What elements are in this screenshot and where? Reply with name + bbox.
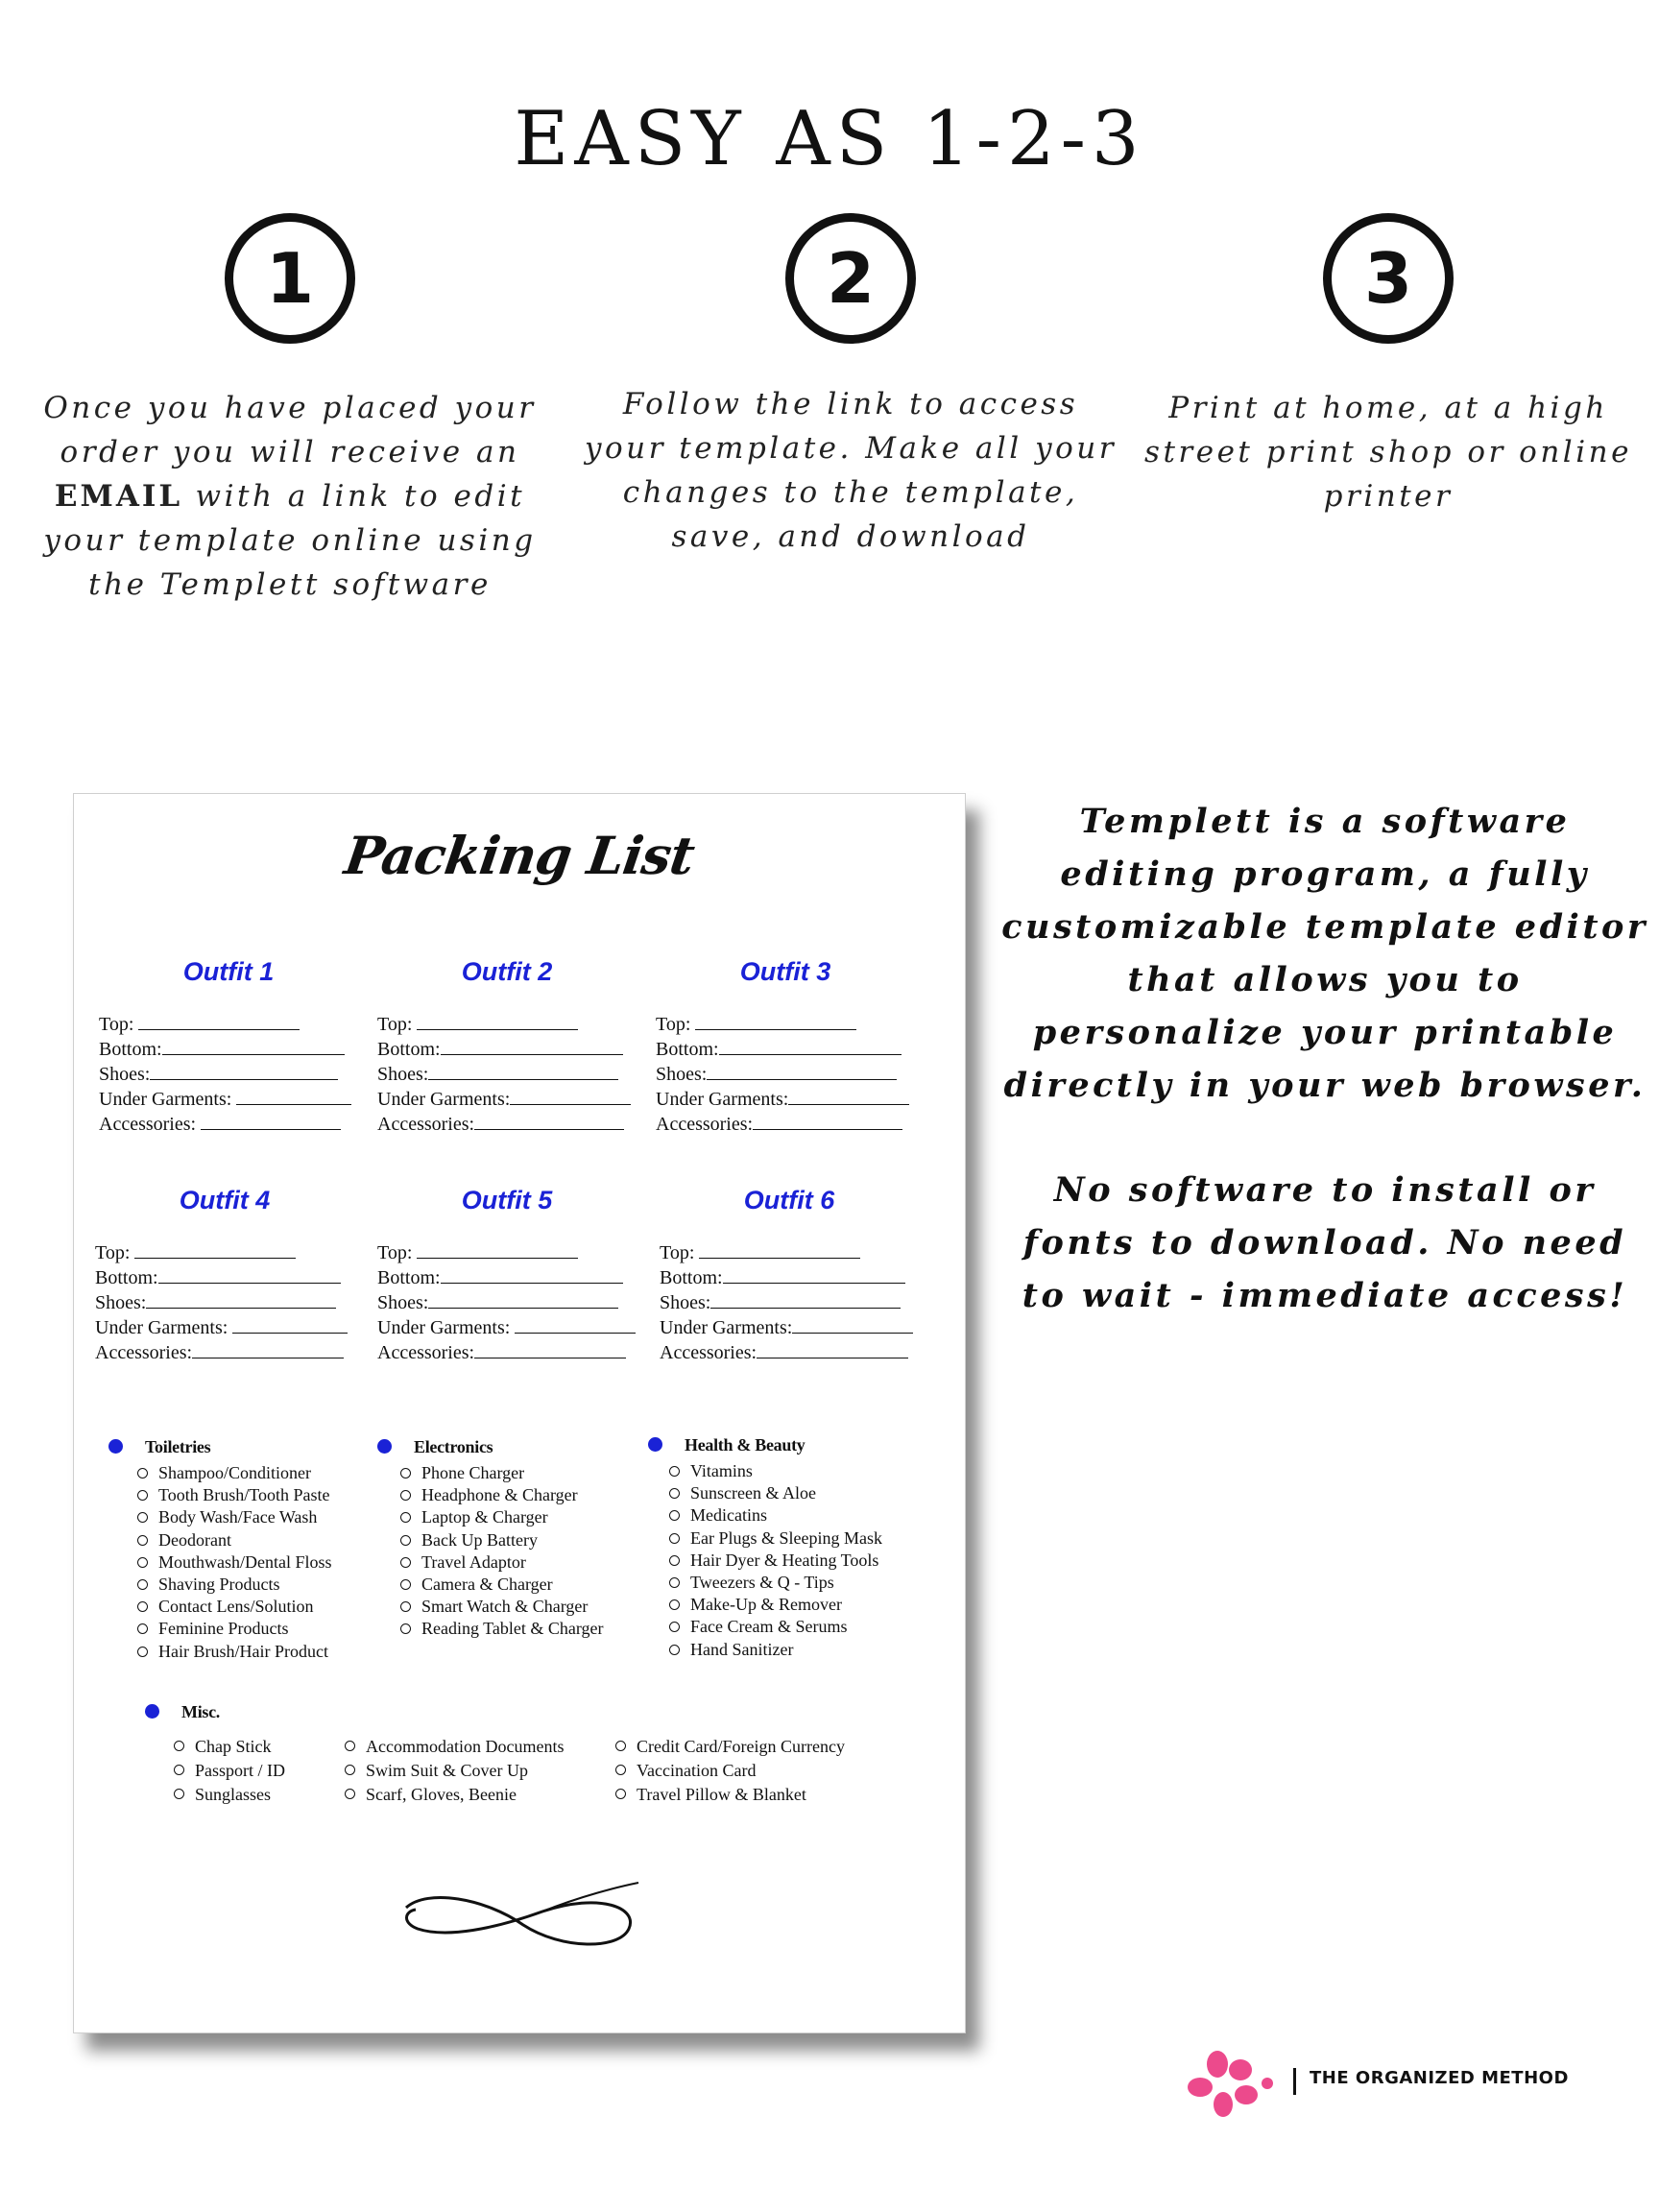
step-1-text: Once you have placed your order you will receive an EMAIL with a link to edit your template online using the Templett software — [43, 391, 537, 602]
blank-line — [428, 1062, 618, 1080]
outfit-field: Bottom: — [95, 1265, 354, 1290]
outfit-4 — [95, 1186, 354, 1365]
email-emphasis: EMAIL — [54, 479, 183, 514]
checklist-item: Reading Tablet & Charger — [400, 1618, 604, 1640]
checklist-item: Ear Plugs & Sleeping Mask — [669, 1527, 882, 1550]
blank-line — [695, 1012, 856, 1030]
checklist-item: Travel Pillow & Blanket — [615, 1783, 845, 1807]
brand-separator — [1293, 2068, 1296, 2095]
blank-line — [232, 1315, 348, 1334]
category-title: Misc. — [181, 1702, 220, 1721]
headline: EASY AS 1-2-3 — [514, 96, 1145, 182]
brand-footer — [1183, 2041, 1586, 2133]
checklist-item: Laptop & Charger — [400, 1506, 604, 1528]
bullet-dot-icon — [145, 1704, 159, 1719]
outfit-field: Accessories: — [377, 1112, 637, 1137]
outfit-title: Outfit 2 — [461, 957, 553, 986]
category-toiletries — [108, 1435, 332, 1663]
checklist-item: Travel Adaptor — [400, 1551, 604, 1574]
brand-name: THE ORGANIZED METHOD — [1310, 2068, 1569, 2088]
promo-paragraph-2: No software to install or fonts to download. No need to wait - immediate access! — [1022, 1170, 1628, 1315]
blank-line — [474, 1340, 626, 1358]
bullet-dot-icon — [648, 1437, 662, 1452]
outfit-title: Outfit 1 — [182, 957, 275, 986]
step-2 — [582, 213, 1119, 559]
outfit-2 — [377, 957, 637, 1137]
outfit-field: Shoes: — [95, 1290, 354, 1315]
checklist-item: Smart Watch & Charger — [400, 1596, 604, 1618]
checklist-item: Phone Charger — [400, 1462, 604, 1484]
outfit-field: Shoes: — [660, 1290, 919, 1315]
blank-line — [510, 1087, 631, 1105]
outfit-field: Under Garments: — [377, 1315, 637, 1340]
checklist-item: Tooth Brush/Tooth Paste — [137, 1484, 332, 1506]
outfit-field: Top: — [377, 1240, 637, 1265]
step-3 — [1119, 213, 1657, 518]
blank-line — [192, 1340, 344, 1358]
checklist-item: Make-Up & Remover — [669, 1594, 882, 1616]
outfit-field: Shoes: — [656, 1062, 915, 1087]
checklist-item: Face Cream & Serums — [669, 1616, 882, 1638]
outfit-title: Outfit 3 — [739, 957, 831, 986]
outfit-field: Accessories: — [99, 1112, 358, 1137]
blank-line — [707, 1062, 897, 1080]
category-misc — [145, 1700, 220, 1723]
step-1-number-icon: 1 — [225, 213, 355, 344]
outfit-field: Under Garments: — [377, 1087, 637, 1112]
outfit-field: Shoes: — [377, 1062, 637, 1087]
outfit-field: Top: — [95, 1240, 354, 1265]
blank-line — [792, 1315, 913, 1334]
checklist-item: Mouthwash/Dental Floss — [137, 1551, 332, 1574]
checklist-item: Hair Dyer & Heating Tools — [669, 1550, 882, 1572]
blank-line — [150, 1062, 338, 1080]
outfit-field: Accessories: — [656, 1112, 915, 1137]
outfit-field: Bottom: — [377, 1265, 637, 1290]
misc-column-1 — [174, 1731, 285, 1807]
outfit-field: Top: — [656, 1012, 915, 1037]
outfit-field: Under Garments: — [99, 1087, 358, 1112]
step-2-text: Follow the link to access your template. Make all your changes to the template, save, and download — [584, 387, 1118, 554]
category-health-beauty — [648, 1433, 882, 1661]
checklist-item: Passport / ID — [174, 1759, 285, 1783]
outfit-field: Bottom: — [99, 1037, 358, 1062]
outfit-1 — [99, 957, 358, 1137]
blank-line — [723, 1265, 905, 1284]
checklist-item: Contact Lens/Solution — [137, 1596, 332, 1618]
blank-line — [753, 1112, 902, 1130]
checklist-item: Medicatins — [669, 1504, 882, 1527]
category-title: Toiletries — [145, 1437, 211, 1456]
flourish-ornament — [398, 1879, 648, 1956]
blank-line — [134, 1240, 296, 1259]
checklist-item: Feminine Products — [137, 1618, 332, 1640]
blank-line — [788, 1087, 909, 1105]
blank-line — [158, 1265, 341, 1284]
outfit-field: Bottom: — [656, 1037, 915, 1062]
misc-column-2 — [345, 1731, 564, 1807]
outfit-title: Outfit 4 — [179, 1186, 271, 1214]
blank-line — [515, 1315, 636, 1334]
bullet-dot-icon — [108, 1439, 123, 1454]
checklist-item: Chap Stick — [174, 1735, 285, 1759]
blank-line — [757, 1340, 908, 1358]
outfit-field: Top: — [377, 1012, 637, 1037]
checklist-item: Vaccination Card — [615, 1759, 845, 1783]
outfit-field: Accessories: — [377, 1340, 637, 1365]
outfit-field: Shoes: — [377, 1290, 637, 1315]
pink-flower-icon — [1183, 2041, 1275, 2133]
step-1 — [21, 213, 559, 607]
checklist-item: Credit Card/Foreign Currency — [615, 1735, 845, 1759]
checklist-item: Tweezers & Q - Tips — [669, 1572, 882, 1594]
blank-line — [417, 1012, 578, 1030]
blank-line — [146, 1290, 336, 1309]
blank-line — [236, 1087, 351, 1105]
blank-line — [201, 1112, 341, 1130]
outfit-field: Accessories: — [660, 1340, 919, 1365]
step-3-number-icon: 3 — [1323, 213, 1454, 344]
blank-line — [162, 1037, 345, 1055]
outfit-field: Under Garments: — [656, 1087, 915, 1112]
packing-list-preview — [73, 793, 966, 2033]
outfit-field: Top: — [660, 1240, 919, 1265]
checklist-item: Deodorant — [137, 1529, 332, 1551]
checklist-item: Body Wash/Face Wash — [137, 1506, 332, 1528]
checklist-item: Hand Sanitizer — [669, 1639, 882, 1661]
blank-line — [441, 1037, 623, 1055]
outfit-field: Shoes: — [99, 1062, 358, 1087]
checklist-item: Camera & Charger — [400, 1574, 604, 1596]
checklist-item: Sunglasses — [174, 1783, 285, 1807]
checklist-item: Scarf, Gloves, Beenie — [345, 1783, 564, 1807]
outfit-title: Outfit 6 — [743, 1186, 835, 1214]
promo-paragraph-1: Templett is a software editing program, a fully customizable template editor that allows you to personalize your printable directly in your web browser. — [1001, 802, 1648, 1105]
outfit-field: Top: — [99, 1012, 358, 1037]
category-title: Health & Beauty — [685, 1435, 805, 1455]
blank-line — [710, 1290, 901, 1309]
misc-column-3 — [615, 1731, 845, 1807]
blank-line — [428, 1290, 618, 1309]
category-title: Electronics — [414, 1437, 493, 1456]
packing-list-title: Packing List — [341, 825, 698, 886]
blank-line — [719, 1037, 902, 1055]
bullet-dot-icon — [377, 1439, 392, 1454]
checklist-item: Vitamins — [669, 1460, 882, 1482]
checklist-item: Swim Suit & Cover Up — [345, 1759, 564, 1783]
outfit-field: Bottom: — [660, 1265, 919, 1290]
blank-line — [417, 1240, 578, 1259]
blank-line — [474, 1112, 624, 1130]
outfit-6 — [660, 1186, 919, 1365]
checklist-item: Sunscreen & Aloe — [669, 1482, 882, 1504]
checklist-item: Back Up Battery — [400, 1529, 604, 1551]
step-2-number-icon: 2 — [785, 213, 916, 344]
category-electronics — [377, 1435, 604, 1641]
outfit-field: Under Garments: — [95, 1315, 354, 1340]
blank-line — [138, 1012, 300, 1030]
outfit-3 — [656, 957, 915, 1137]
checklist-item: Headphone & Charger — [400, 1484, 604, 1506]
outfit-5 — [377, 1186, 637, 1365]
blank-line — [441, 1265, 623, 1284]
checklist-item: Accommodation Documents — [345, 1735, 564, 1759]
checklist-item: Hair Brush/Hair Product — [137, 1641, 332, 1663]
outfit-title: Outfit 5 — [461, 1186, 553, 1214]
step-3-text: Print at home, at a high street print shop or online printer — [1144, 391, 1632, 514]
blank-line — [699, 1240, 860, 1259]
outfit-field: Under Garments: — [660, 1315, 919, 1340]
outfit-field: Accessories: — [95, 1340, 354, 1365]
checklist-item: Shaving Products — [137, 1574, 332, 1596]
outfit-field: Bottom: — [377, 1037, 637, 1062]
checklist-item: Shampoo/Conditioner — [137, 1462, 332, 1484]
